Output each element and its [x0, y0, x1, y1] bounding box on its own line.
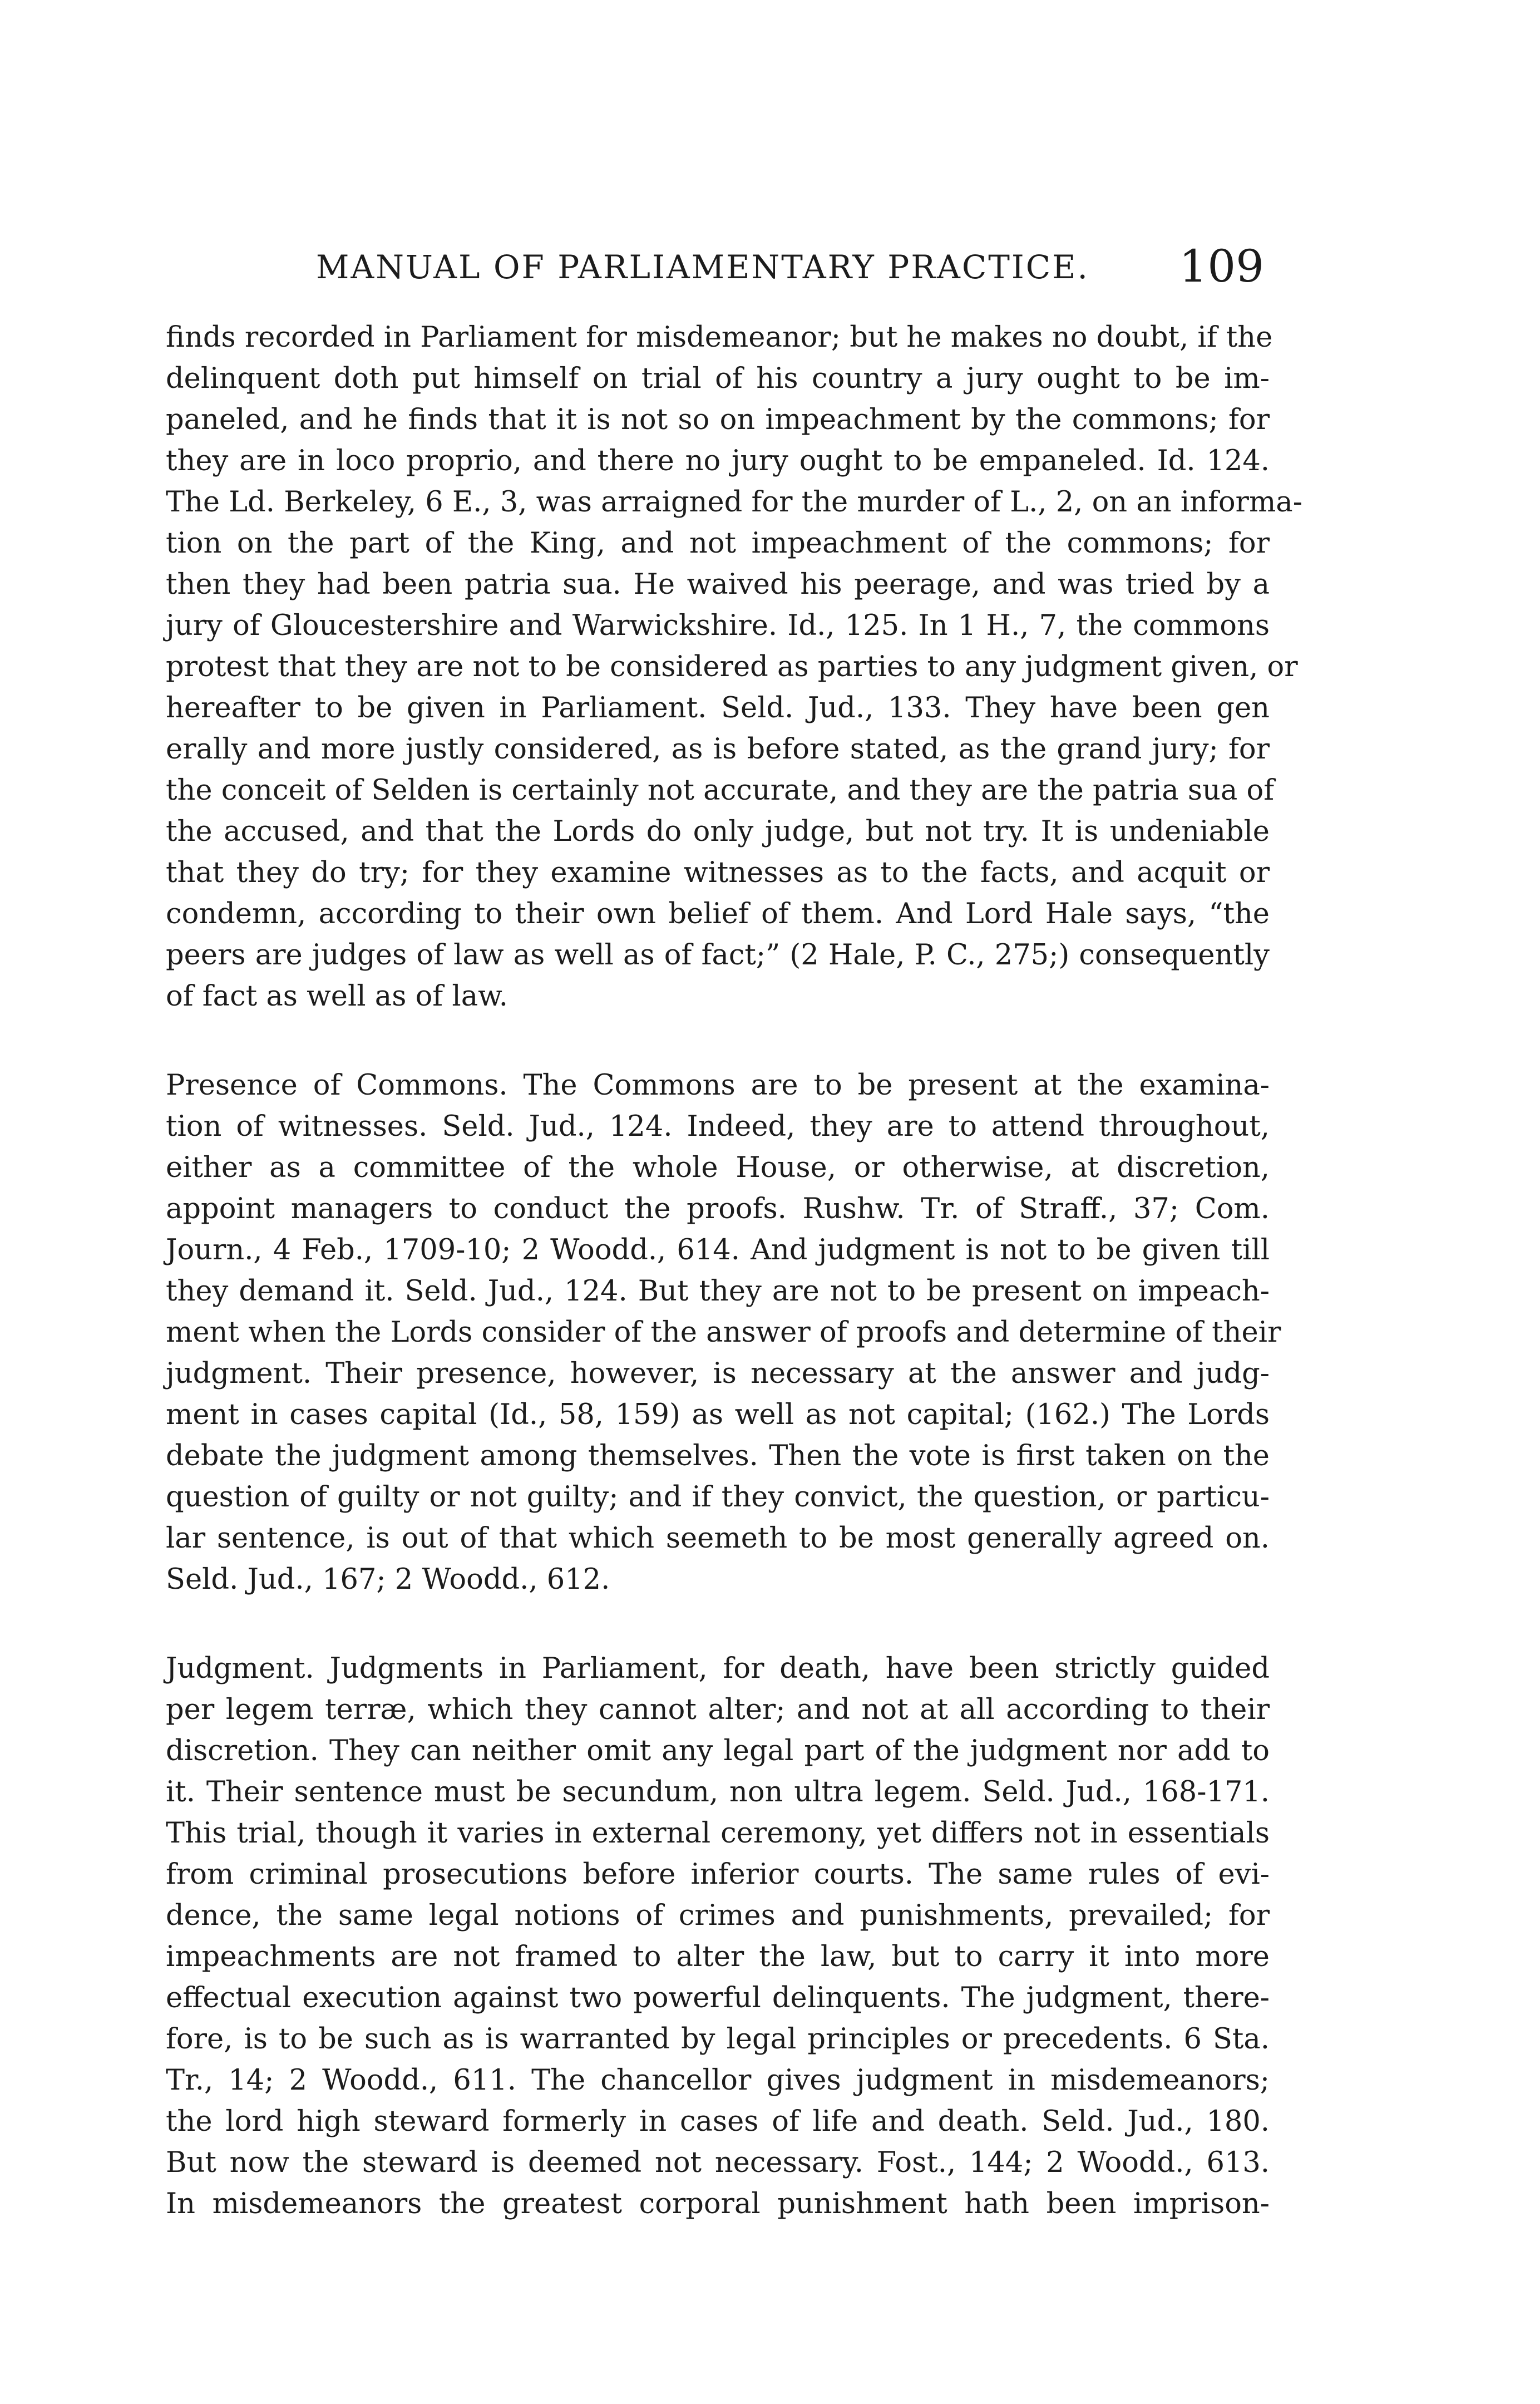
text-line: judgment. Their presence, however, is necessary at the answer and judg- [166, 1357, 1270, 1390]
text-line: hereafter to be given in Parliament. Seld. Jud., 133. They have been gen [166, 692, 1270, 725]
text-line: they demand it. Seld. Jud., 124. But they are not to be present on impeach- [166, 1275, 1270, 1308]
text-line: In misdemeanors the greatest corporal punishment hath been imprison- [166, 2188, 1270, 2220]
text-line: per legem terræ, which they cannot alter; and not at all according to their [166, 1693, 1270, 1726]
text-line: they are in loco proprio, and there no jury ought to be empaneled. Id. 124. [166, 445, 1270, 477]
text-line: question of guilty or not guilty; and if they convict, the question, or particu- [166, 1481, 1270, 1514]
text-line: discretion. They can neither omit any legal part of the judgment nor add to [166, 1735, 1270, 1767]
text-line: protest that they are not to be considered as parties to any judgment given, or [166, 651, 1298, 683]
running-title: MANUAL OF PARLIAMENTARY PRACTICE. [316, 248, 1089, 286]
text-line: tion on the part of the King, and not impeachment of the commons; for [166, 527, 1270, 560]
text-line: lar sentence, is out of that which seemeth to be most generally agreed on. [166, 1522, 1270, 1555]
text-line: fore, is to be such as is warranted by legal principles or precedents. 6 Sta. [166, 2023, 1270, 2056]
text-line: the conceit of Selden is certainly not accurate, and they are the patria sua of [166, 774, 1275, 807]
text-line: of fact as well as of law. [166, 980, 508, 1013]
text-line: The Ld. Berkeley, 6 E., 3, was arraigned for the murder of L., 2, on an informa- [166, 486, 1302, 519]
text-line: Tr., 14; 2 Woodd., 611. The chancellor gives judgment in misdemeanors; [166, 2064, 1270, 2097]
paragraph-gap [166, 1600, 1270, 1648]
text-line: paneled, and he finds that it is not so on impeachment by the commons; for [166, 403, 1270, 436]
text-line: ment in cases capital (Id., 58, 159) as well as not capital; (162.) The Lords [166, 1398, 1270, 1431]
page-header [166, 233, 1270, 299]
text-line: effectual execution against two powerful delinquents. The judgment, there- [166, 1982, 1270, 2014]
page-number: 109 [1179, 240, 1264, 292]
text-line: debate the judgment among themselves. Then the vote is first taken on the [166, 1440, 1270, 1472]
text-line: the lord high steward formerly in cases of life and death. Seld. Jud., 180. [166, 2105, 1270, 2138]
text-line: it. Their sentence must be secundum, non ultra legem. Seld. Jud., 168-171. [166, 1776, 1270, 1809]
text-line: appoint managers to conduct the proofs. Rushw. Tr. of Straff., 37; Com. [166, 1193, 1270, 1225]
text-line: tion of witnesses. Seld. Jud., 124. Indeed, they are to attend throughout, [166, 1110, 1270, 1143]
text-line: dence, the same legal notions of crimes and punishments, prevailed; for [166, 1899, 1270, 1932]
text-line: impeachments are not framed to alter the law, but to carry it into more [166, 1940, 1270, 1973]
text-line: delinquent doth put himself on trial of his country a jury ought to be im- [166, 362, 1270, 395]
text-line: the accused, and that the Lords do only judge, but not try. It is undeniable [166, 815, 1270, 848]
text-line: jury of Gloucestershire and Warwickshire. Id., 125. In 1 H., 7, the commons [166, 609, 1270, 642]
text-line: either as a committee of the whole House, or otherwise, at discretion, [166, 1151, 1270, 1184]
text-line: peers are judges of law as well as of fact;” (2 Hale, P. C., 275;) consequently [166, 939, 1270, 972]
paragraph-gap [166, 1017, 1270, 1065]
text-line: This trial, though it varies in external ceremony, yet differs not in essentials [166, 1817, 1270, 1850]
text-line: ment when the Lords consider of the answer of proofs and determine of their [166, 1316, 1281, 1349]
text-line: Seld. Jud., 167; 2 Woodd., 612. [166, 1563, 610, 1596]
text-line: from criminal prosecutions before inferior courts. The same rules of evi- [166, 1858, 1270, 1891]
text-line: But now the steward is deemed not necessary. Fost., 144; 2 Woodd., 613. [166, 2146, 1270, 2179]
text-line: Journ., 4 Feb., 1709-10; 2 Woodd., 614. And judgment is not to be given till [166, 1234, 1270, 1267]
text-line: then they had been patria sua. He waived his peerage, and was tried by a [166, 568, 1270, 601]
text-line: Judgment. Judgments in Parliament, for death, have been strictly guided [166, 1652, 1270, 1685]
text-line: finds recorded in Parliament for misdemeanor; but he makes no doubt, if the [166, 321, 1273, 354]
page-body [166, 317, 1302, 2225]
text-line: condemn, according to their own belief of them. And Lord Hale says, “the [166, 898, 1270, 930]
text-line: erally and more justly considered, as is before stated, as the grand jury; for [166, 733, 1270, 766]
text-line: Presence of Commons. The Commons are to be present at the examina- [166, 1069, 1270, 1102]
text-line: that they do try; for they examine witnesses as to the facts, and acquit or [166, 856, 1270, 889]
